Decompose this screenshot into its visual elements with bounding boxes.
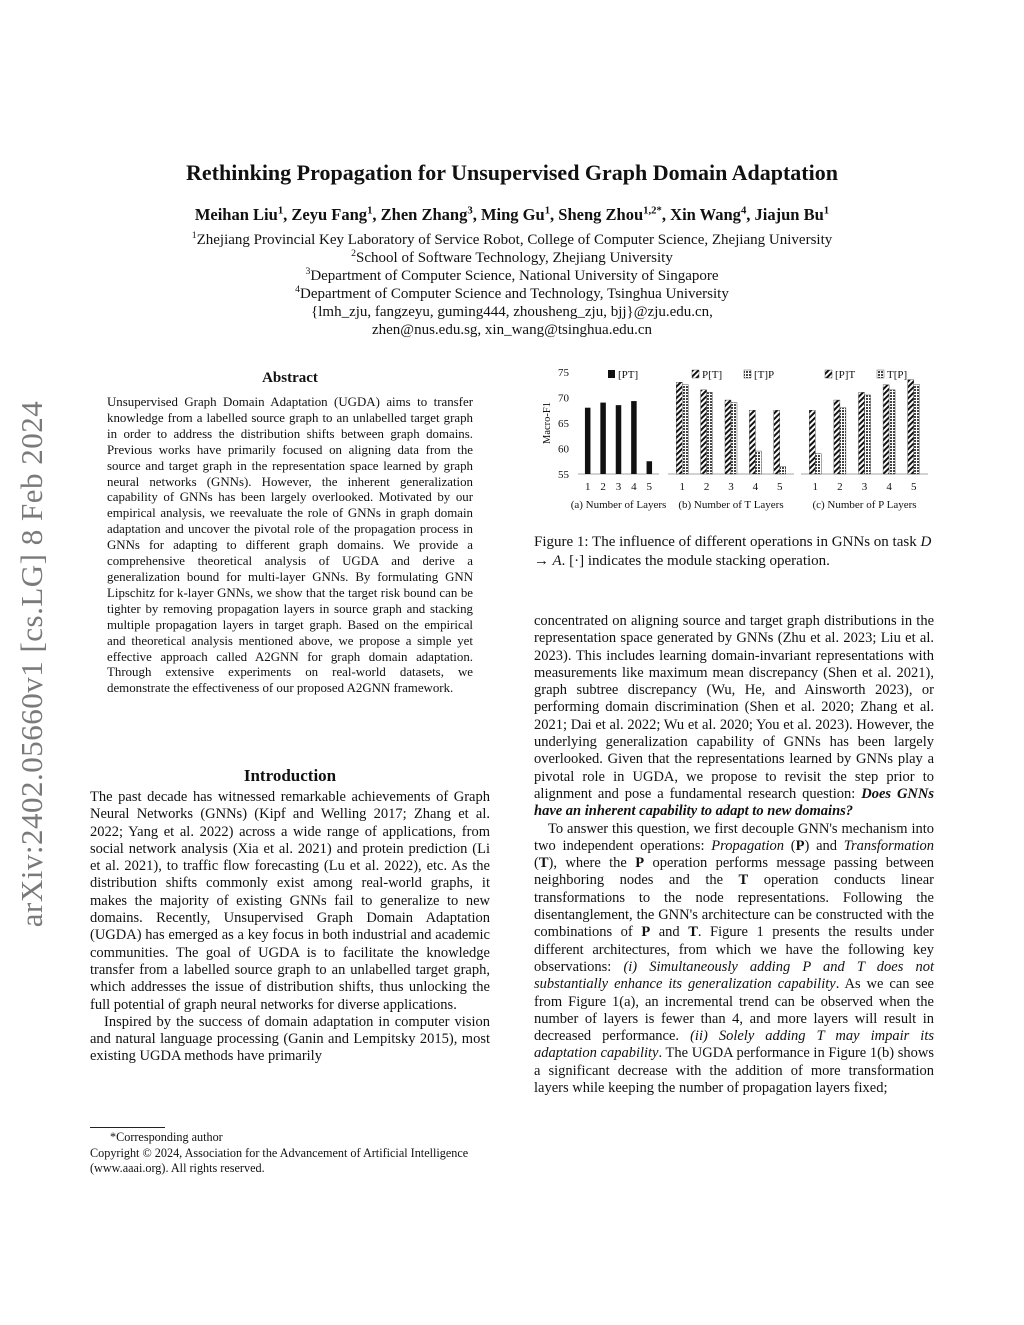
author-separator: ,	[472, 205, 481, 224]
author-affil-sup: 1	[823, 204, 830, 217]
x-tick-label: 1	[812, 481, 819, 493]
author-separator: ,	[661, 205, 671, 224]
author-affil-sup: 1	[367, 204, 373, 217]
author-affil-sup: 1	[544, 204, 551, 217]
bar	[780, 466, 786, 474]
bar	[585, 408, 591, 474]
bar	[600, 403, 606, 474]
p2-text-a: To answer this question, we first decouple GNN's mechanism into two independent operations:	[534, 820, 934, 854]
footnote	[90, 1130, 490, 1177]
x-tick-label: 3	[728, 481, 734, 493]
bar	[755, 451, 761, 474]
author-separator: ,	[283, 205, 292, 224]
symbol-t: T	[688, 924, 698, 941]
author-name: Sheng Zhou	[558, 205, 644, 224]
author-name: Zeyu Fang	[291, 205, 368, 224]
legend-swatch	[608, 370, 615, 378]
y-axis-label: Macro-F1	[542, 402, 553, 444]
bar	[707, 392, 713, 474]
y-tick-label: 55	[558, 469, 569, 481]
affiliation-text: Department of Computer Science and Technology, Tsinghua University	[300, 286, 729, 302]
affiliations	[0, 231, 1024, 339]
bar	[840, 408, 846, 474]
author-name: Jiajun Bu	[754, 205, 824, 224]
legend-swatch	[692, 370, 699, 378]
copyright-note: Copyright © 2024, Association for the Advancement of Artificial Intelligence (www.aaai.org). All rights reserved.	[90, 1145, 469, 1175]
bar	[731, 403, 737, 474]
x-tick-label: 4	[631, 481, 637, 493]
affiliation-lines	[0, 231, 1024, 303]
author-affil-sup: 4	[740, 204, 747, 217]
bar	[809, 410, 815, 474]
legend-label: [P]T	[835, 369, 856, 381]
x-tick-label: 3	[861, 481, 868, 493]
author-affil-sup: 3	[467, 204, 473, 217]
affiliation-line	[0, 249, 1024, 267]
panel-label: (c) Number of P Layers	[812, 499, 917, 511]
x-tick-label: 5	[777, 481, 783, 493]
panel-label: (b) Number of T Layers	[678, 499, 784, 511]
bar	[647, 461, 653, 474]
symbol-p: P	[635, 855, 645, 872]
legend-swatch	[825, 370, 832, 378]
symbol-p: P	[641, 924, 651, 941]
bar	[701, 390, 707, 474]
affiliation-sup: 3	[305, 266, 311, 277]
author-name: Ming Gu	[480, 205, 545, 224]
author-name: Meihan Liu	[194, 205, 278, 224]
bar	[908, 380, 914, 474]
intro-paragraph-1: The past decade has witnessed remarkable achievements of Graph Neural Networks (GNNs) (Kipf and Welling 2017; Zhang et al. 2022; Yang et al. 2022) across a wide range of applications, from social network analysis (Xia et al. 2021) and protein prediction (Li et al. 2021), to traffic flow forecasting (Lu et al. 2022), etc. As the distribution shifts commonly exist among real-world graphs, it makes the majority of existing GNNs fail to generalize to new domains. Recently, Unsupervised Graph Domain Adaptation (UGDA) has emerged as a key focus in both industrial and academic communities. The goal of UGDA is to facilitate the knowledge transfer from a labelled source graph to an unlabelled target graph, which addresses the issue of distribution shifts, thus unlocking the full potential of graph neural networks for diverse applications.	[90, 789, 490, 1013]
footnote-rule	[90, 1127, 165, 1128]
x-tick-label: 5	[910, 481, 917, 493]
affiliation-line	[0, 267, 1024, 285]
symbol-p: P	[795, 837, 805, 854]
affiliation-sup: 2	[351, 248, 357, 259]
x-tick-label: 1	[679, 481, 685, 493]
right-paragraph-2: To answer this question, we first decouple GNN's mechanism into two independent operations: Propagation (P) and Transformation (T), where the P operation performs message passing between neighboring nodes and the T operation conducts linear transformations to the node representations. Following the disentanglement, the GNN's architecture can be constructed with the combinations of P and T. Figure 1 presents the results under different architectures, from which we have the following key observations: (i) Simultaneously adding P and T does not substantially enhance its generalization capability. As we can see from Figure 1(a), an incremental trend can be observed when the number of layers is fewer than 4, and more layers will result in decreased performance. (ii) Solely adding T may impair its adaptation capability. The UGDA performance in Figure 1(b) shows a significant decrease with the addition of more transformation layers while keeping the number of propagation layers fixed;	[534, 820, 935, 1097]
bar	[774, 410, 780, 474]
bar	[676, 382, 682, 474]
author-affil-sup: 1,2*	[643, 204, 662, 217]
panel-label: (a) Number of Layers	[570, 499, 667, 511]
figure-1	[530, 362, 934, 512]
affiliation-text: School of Software Technology, Zhejiang University	[356, 250, 673, 266]
x-tick-label: 2	[600, 481, 606, 493]
figure-1-chart	[530, 362, 934, 512]
affiliation-line	[0, 285, 1024, 303]
affiliation-sup: 1	[191, 230, 197, 241]
author-separator: ,	[550, 205, 559, 224]
observation-2: (ii) Solely adding T may impair its adaptation capability	[534, 1028, 934, 1062]
legend-label: T[P]	[887, 369, 908, 381]
figure-caption-prefix: Figure 1: The influence of different operations in GNNs on task	[534, 534, 921, 550]
introduction-body	[90, 789, 490, 1066]
bar	[749, 410, 755, 474]
x-tick-label: 5	[646, 481, 653, 493]
bar	[889, 390, 895, 474]
x-tick-label: 1	[584, 481, 591, 493]
abstract-text: Unsupervised Graph Domain Adaptation (UGDA) aims to transfer knowledge from a labelled source graph to an unlabelled target graph in order to address the distribution shifts between graph domains. Previous works have primarily focused on aligning data from the source and target graph in the representation space learned by graph neural networks (GNNs). However, the inherent generalization capability of GNNs has been largely overlooked. Motivated by our empirical analysis, we reevaluate the role of GNNs in graph domain adaptation and uncover the pivotal role of the propagation process in GNNs for adapting to different graph domains. We provide a comprehensive theoretical analysis of UGDA and derive a generalization bound for multi-layer GNNs. By formulating GNN Lipschitz for k-layer GNNs, we show that the target risk bound can be tighter by removing propagation layers in source graph and stacking multiple propagation layers in target graph. Based on the empirical and theoretical analysis mentioned above, we propose a simple yet effective approach called A2GNN for graph domain adaptation. Through extensive experiments on real-world datasets, we demonstrate the effectiveness of our proposed A2GNN framework.	[107, 395, 473, 696]
research-question: Does GNNs have an inherent capability to adapt to new domains?	[534, 785, 934, 820]
arxiv-side-label	[8, 364, 56, 964]
figure-caption-suffix: . [·] indicates the module stacking operation.	[561, 553, 830, 569]
legend-label: [PT]	[618, 369, 639, 381]
paper-title: Rethinking Propagation for Unsupervised Graph Domain Adaptation	[186, 160, 838, 185]
bar	[865, 395, 871, 474]
y-tick-label: 65	[558, 418, 569, 430]
corresponding-author-note: *Corresponding author	[110, 1130, 223, 1144]
p2-text-e: operation conducts linear transformations to the node representations. Following the disentanglement, the GNN's architecture can be constructed with the combinations of	[534, 872, 934, 941]
legend-swatch	[877, 370, 884, 378]
term-propagation: Propagation	[711, 837, 785, 854]
author-separator: ,	[372, 205, 381, 224]
x-tick-label: 3	[615, 481, 622, 493]
x-tick-label: 2	[703, 481, 710, 493]
affiliation-line	[0, 231, 1024, 249]
p2-text-h: . As we can see from Figure 1(a), an incremental trend can be observed when the number of layers is fewer than 4, and more layers will result in decreased performance.	[534, 976, 934, 1045]
legend-label: [T]P	[754, 369, 775, 381]
symbol-t: T	[538, 855, 549, 872]
bar	[815, 454, 821, 474]
p2-text-b: and	[809, 837, 844, 854]
author-name: Xin Wang	[670, 205, 741, 224]
affiliation-sup: 4	[295, 284, 301, 295]
arxiv-id: arXiv:2402.05660v1 [cs.LG] 8 Feb 2024	[14, 400, 49, 928]
author-name: Zhen Zhang	[380, 205, 468, 224]
author-list	[0, 205, 1024, 225]
affiliation-text: Department of Computer Science, National University of Singapore	[310, 268, 719, 284]
affiliation-text: Zhejiang Provincial Key Laboratory of Service Robot, College of Computer Science, Zhejiang University	[196, 232, 833, 248]
y-tick-label: 70	[558, 392, 569, 405]
p2-text-d: operation performs message passing between neighboring nodes and the	[534, 855, 935, 889]
x-tick-label: 4	[752, 481, 759, 493]
p2-text-c: , where the	[553, 855, 636, 872]
right-paragraph-1	[534, 613, 934, 821]
legend-swatch	[744, 370, 751, 378]
right-column-body	[534, 613, 934, 1097]
x-tick-label: 2	[837, 481, 843, 493]
bar	[682, 385, 688, 474]
abstract-heading: Abstract	[262, 370, 318, 386]
observation-1: (i) Simultaneously adding P and T does not substantially enhance its generalization capability	[534, 958, 934, 993]
figure-caption	[534, 533, 934, 571]
p2-text-g: . Figure 1 presents the results under different architectures, from which we have the following key observations:	[534, 924, 934, 975]
bar	[616, 405, 622, 474]
bar	[631, 401, 637, 474]
bar	[725, 400, 731, 474]
email-line-1: {lmh_zju, fangzeyu, guming444, zhousheng_zju, bjj}@zju.edu.cn,	[311, 304, 713, 320]
bar	[859, 392, 865, 474]
bar	[914, 385, 920, 474]
p2-text-f: and	[650, 924, 689, 941]
introduction-heading: Introduction	[243, 766, 337, 785]
bar	[883, 385, 889, 474]
legend-label: P[T]	[702, 369, 723, 381]
term-transformation: Transformation	[843, 837, 934, 854]
p2-text-i: . The UGDA performance in Figure 1(b) shows a significant decrease with the addition of more transformation layers while keeping the number of propagation layers fixed;	[534, 1045, 934, 1097]
email-line-2: zhen@nus.edu.sg, xin_wang@tsinghua.edu.cn	[371, 322, 653, 338]
y-tick-label: 75	[558, 367, 569, 379]
y-tick-label: 60	[558, 443, 569, 456]
figure-caption-task: D → A	[534, 534, 932, 569]
intro-paragraph-2: Inspired by the success of domain adaptation in computer vision and natural language processing (Ganin and Lempitsky 2015), most existing UGDA methods have primarily	[90, 1013, 490, 1065]
author-affil-sup: 1	[277, 204, 284, 217]
right-p1-text: concentrated on aligning source and target graph distributions in the representation space generated by GNNs (Zhu et al. 2023; Liu et al. 2023). This includes learning domain-invariant representations with measurements like maximum mean discrepancy (Shen et al. 2021), graph subtree discrepancy (Wu, He, and Ainsworth 2023), or performing domain discrimination (Shen et al. 2020; Zhang et al. 2021; Dai et al. 2022; Wu et al. 2020; You et al. 2023). However, the underlying generalization capability of GNNs has been largely overlooked. Given that the representations learned by GNNs play a pivotal role in UGDA, we propose to revisit the step prior to alignment and pose a fundamental research question:	[534, 613, 934, 802]
author-separator: ,	[746, 205, 755, 224]
x-tick-label: 4	[886, 481, 892, 493]
symbol-t: T	[738, 872, 749, 889]
bar	[834, 400, 840, 474]
